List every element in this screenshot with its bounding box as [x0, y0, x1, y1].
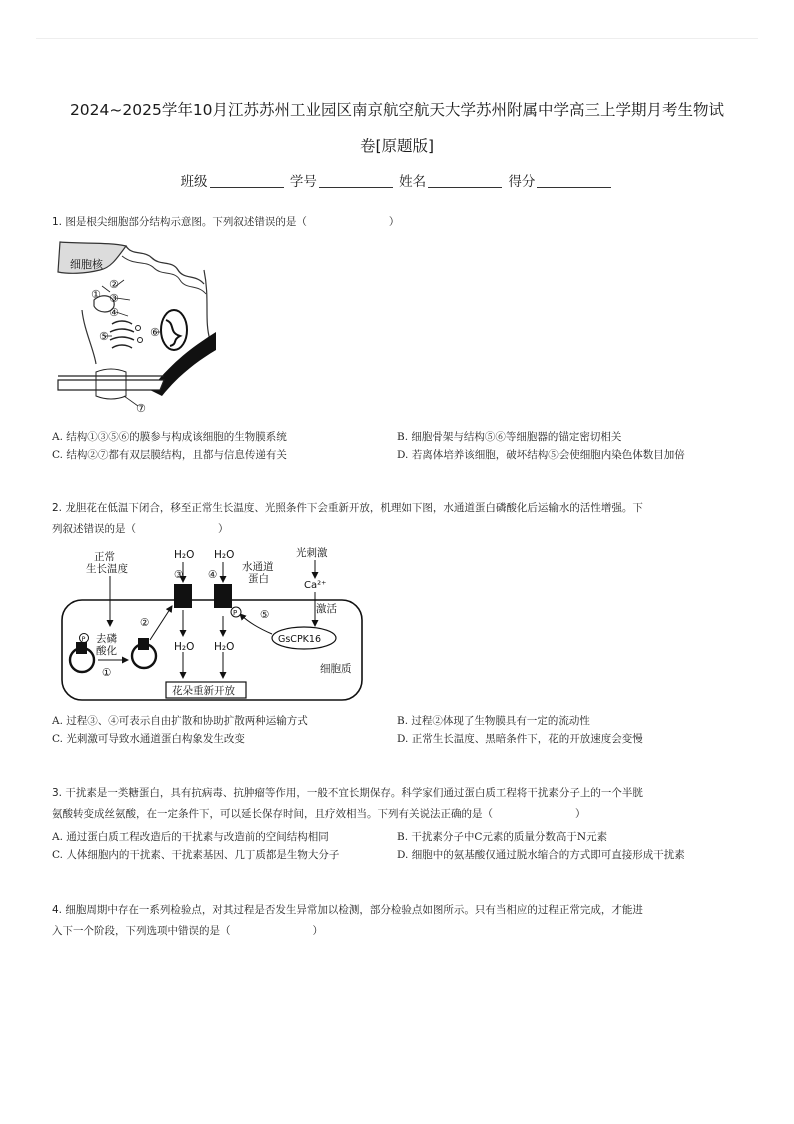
label-p-vesicle: P	[81, 635, 86, 643]
q2-option-d[interactable]: D. 正常生长温度、黑暗条件下，花的开放速度会变慢	[397, 733, 643, 745]
q1-option-b[interactable]: B. 细胞骨架与结构⑤⑥等细胞器的锚定密切相关	[397, 431, 622, 443]
label-h2o-a: H₂O	[174, 549, 195, 561]
question-4-stem: 4. 细胞周期中存在一系列检验点，对其过程是否发生异常加以检测，部分检验点如图所示。只有当相应的过程正常完成，才能进 入下一个阶段，下列选项中错误的是（ ）	[52, 904, 643, 937]
label-m4: ④	[109, 306, 119, 319]
label-m3: ③	[109, 292, 119, 305]
label-m5: ⑤	[99, 330, 109, 343]
label-m2: ②	[109, 278, 119, 291]
q3-option-a[interactable]: A. 通过蛋白质工程改造后的干扰素与改造前的空间结构相同	[52, 831, 329, 843]
q3-option-b[interactable]: B. 干扰素分子中C元素的质量分数高于N元素	[397, 831, 608, 843]
label-n5: ⑤	[260, 609, 270, 621]
label-kinase: GsCPK16	[278, 634, 321, 645]
score-field[interactable]: 得分	[508, 170, 613, 190]
label-nucleus: 细胞核	[70, 258, 103, 271]
name-field[interactable]: 姓名	[399, 170, 504, 190]
question-2-figure	[58, 544, 368, 706]
label-m6: ⑥	[150, 326, 160, 339]
exam-title	[30, 92, 764, 164]
label-temp1: 正常	[94, 551, 115, 563]
label-n1: ①	[102, 667, 112, 679]
label-h2o-b: H₂O	[214, 549, 235, 561]
label-h2o-c: H₂O	[174, 641, 195, 653]
q2-option-c[interactable]: C. 光刺激可导致水通道蛋白构象发生改变	[52, 733, 245, 745]
q2-option-b[interactable]: B. 过程②体现了生物膜具有一定的流动性	[397, 715, 590, 727]
class-field[interactable]: 班级	[181, 170, 286, 190]
q3-option-d[interactable]: D. 细胞中的氨基酸仅通过脱水缩合的方式即可直接形成干扰素	[397, 849, 685, 861]
label-dephos1: 去磷	[96, 633, 117, 645]
label-result: 花朵重新开放	[172, 685, 235, 697]
exam-title-line1: 2024~2025学年10月江苏苏州工业园区南京航空航天大学苏州附属中学高三上学期月考生物试	[69, 101, 725, 119]
question-2-stem: 2. 龙胆花在低温下闭合，移至正常生长温度、光照条件下会重新开放，机理如下图，水通道蛋白磷酸化后运输水的活性增强。下 列叙述错误的是（ ）	[52, 502, 643, 535]
q3-option-c[interactable]: C. 人体细胞内的干扰素、干扰素基因、几丁质都是生物大分子	[52, 849, 340, 861]
q1-option-d[interactable]: D. 若离体培养该细胞，破坏结构⑤会使细胞内染色体数目加倍	[397, 449, 685, 461]
label-temp2: 生长温度	[86, 563, 128, 575]
label-light: 光刺激	[296, 547, 328, 559]
question-1-figure	[54, 240, 216, 416]
exam-title-line2: 卷[原题版]	[359, 137, 435, 155]
q2-option-a[interactable]: A. 过程③、④可表示自由扩散和协助扩散两种运输方式	[52, 715, 308, 727]
student-id-field[interactable]: 学号	[290, 170, 395, 190]
label-h2o-d: H₂O	[214, 641, 235, 653]
label-activate: 激活	[316, 603, 337, 615]
label-p-channel: P	[233, 609, 238, 617]
question-1-stem: 1. 图是根尖细胞部分结构示意图。下列叙述错误的是（ ）	[52, 216, 400, 228]
header-divider	[36, 38, 758, 39]
q1-option-a[interactable]: A. 结构①③⑤⑥的膜参与构成该细胞的生物膜系统	[52, 431, 287, 443]
q1-option-c[interactable]: C. 结构②⑦都有双层膜结构，且都与信息传递有关	[52, 449, 287, 461]
label-m7: ⑦	[136, 402, 146, 415]
student-info-row	[0, 170, 794, 190]
label-m1: ①	[91, 288, 101, 301]
label-chan1: 水通道	[242, 561, 274, 573]
question-3-stem: 3. 干扰素是一类糖蛋白，具有抗病毒、抗肿瘤等作用，一般不宜长期保存。科学家们通过蛋白质工程将干扰素分子上的一个半胱 氨酸转变成丝氨酸，在一定条件下，可以延长保存时间，且疗效相当。下列有关说法正确的是（ ）	[52, 787, 643, 820]
label-dephos2: 酸化	[96, 645, 117, 657]
label-chan2: 蛋白	[248, 573, 269, 585]
label-n2: ②	[140, 617, 150, 629]
label-cytoplasm: 细胞质	[320, 663, 352, 675]
label-ca: Ca²⁺	[304, 580, 327, 591]
label-n3: ③	[174, 569, 184, 581]
label-n4: ④	[208, 569, 218, 581]
